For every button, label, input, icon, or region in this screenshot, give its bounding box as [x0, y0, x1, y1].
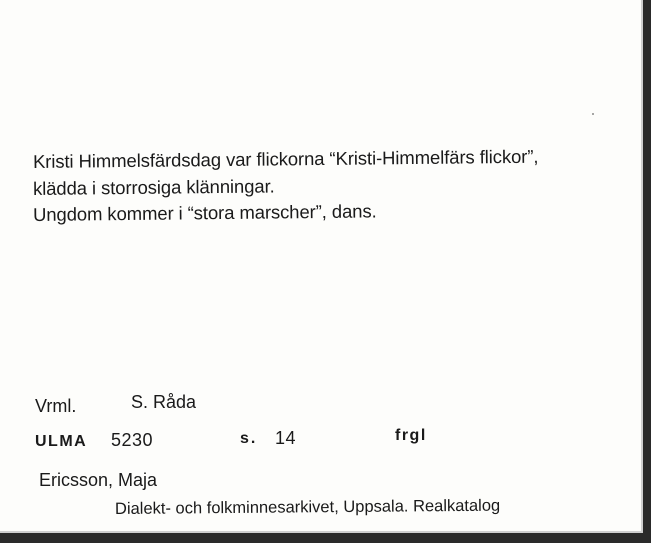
record-type: frgl — [395, 427, 427, 444]
page-label: s. — [240, 430, 258, 447]
region-label: Vrml. — [35, 396, 77, 416]
card-text-line-3: Ungdom kommer i “stora marscher”, dans. — [32, 200, 377, 225]
place-name: S. Råda — [131, 392, 197, 412]
card-text-line-2: klädda i storrosiga klänningar. — [32, 175, 275, 199]
archive-number: 5230 — [111, 430, 154, 450]
archive-footer: Dialekt- och folkminnesarkivet, Uppsala. Realkatalog — [114, 496, 501, 518]
scan-speck — [592, 113, 594, 115]
page-number: 14 — [275, 428, 297, 448]
archive-code: ULMA — [35, 433, 88, 450]
card-text-line-1: Kristi Himmelsfärdsdag var flickorna “Kristi-Himmelfärs flickor”, — [32, 145, 539, 172]
informant-name: Ericsson, Maja — [39, 470, 158, 490]
